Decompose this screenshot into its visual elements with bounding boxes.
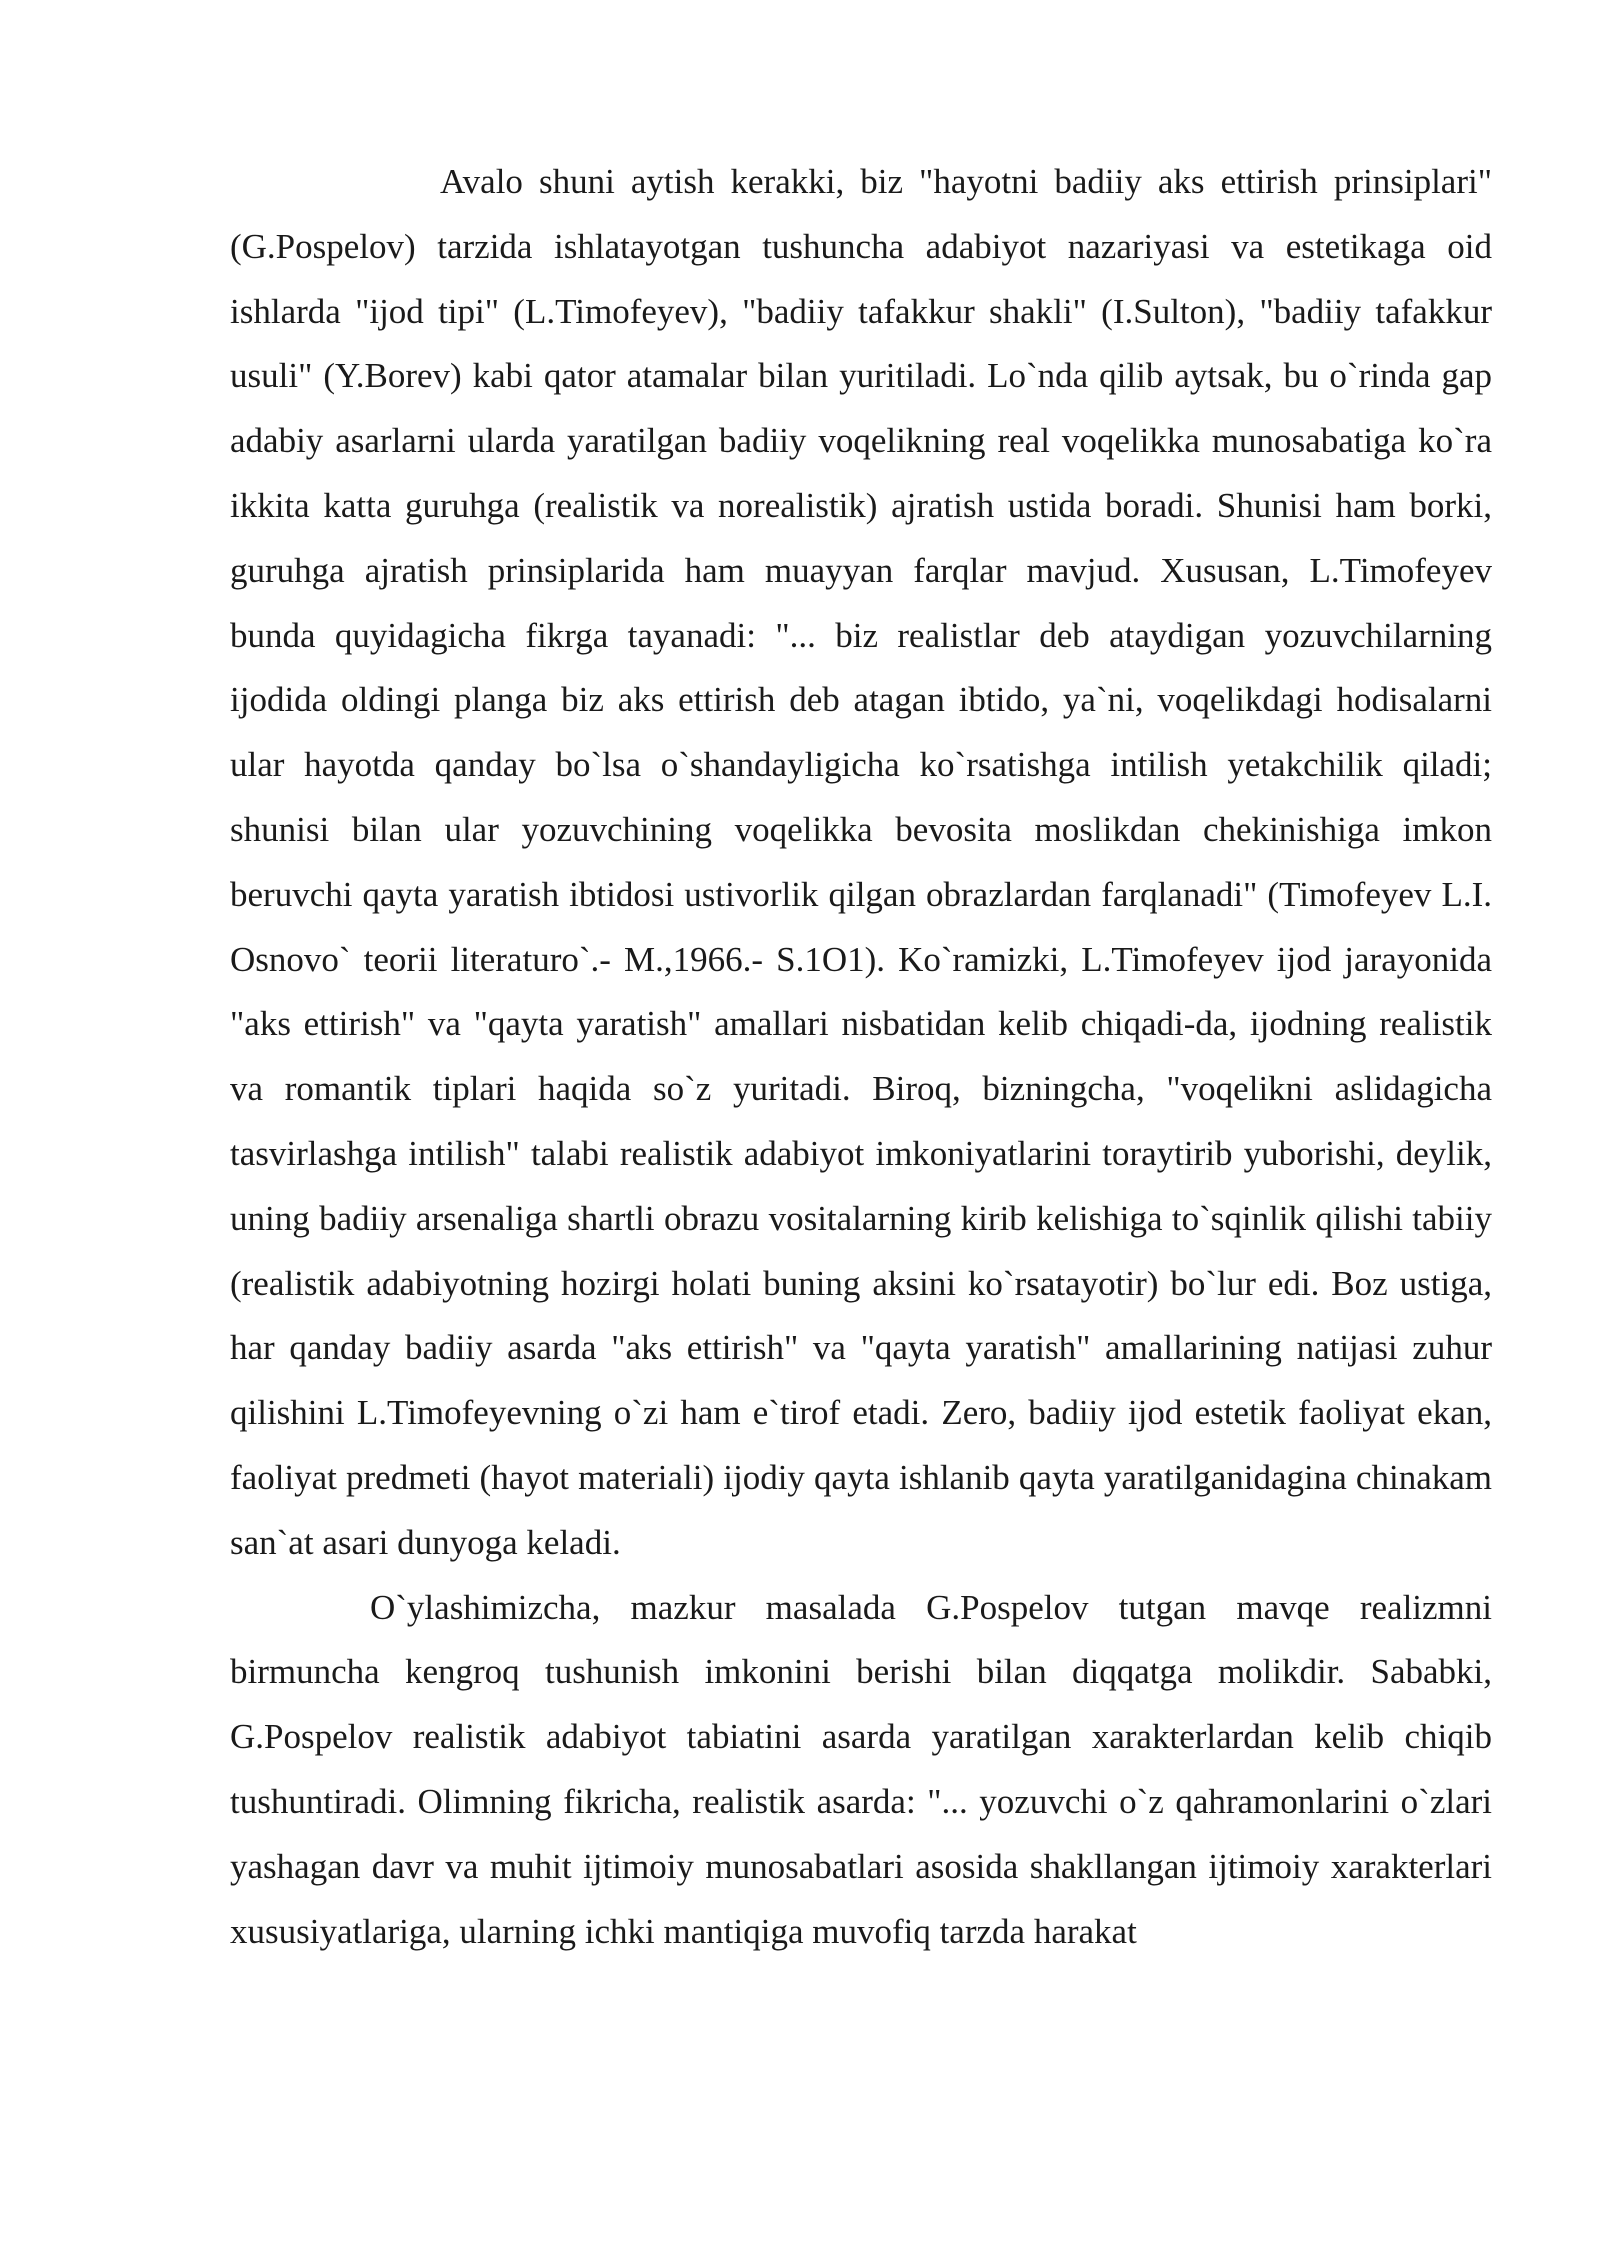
paragraph-1: Avalo shuni aytish kerakki, biz "hayotni badiiy aks ettirish prinsiplari"(G.Pospelov) tarzida ishlatayotgan tushuncha adabiyot nazariyasi va estetikaga oid ishlarda "ijod tipi" (L.Timofeyev), "badiiy tafakkur shakli" (I.Sulton), "badiiy tafakkur usuli" (Y.Borev) kabi qator atamalar bilan yuritiladi. Lo`nda qilib aytsak, bu o`rinda gap adabiy asarlarni ularda yaratilgan badiiy voqelikning real voqelikka munosabatiga ko`ra ikkita katta guruhga (realistik va norealistik) ajratish ustida boradi. Shunisi ham borki, guruhga ajratish prinsiplarida ham muayyan farqlar mavjud. Xususan, L.Timofeyev bunda quyidagicha fikrga tayanadi: "... biz realistlar deb ataydigan yozuvchilarning ijodida oldingi planga biz aks ettirish deb atagan ibtido, ya`ni, voqelikdagi hodisalarni ular hayotda qanday bo`lsa o`shandayligicha ko`rsatishga intilish yetakchilik qiladi; shunisi bilan ular yozuvchining voqelikka bevosita moslikdan chekinishiga imkon beruvchi qayta yaratish ibtidosi ustivorlik qilgan obrazlardan farqlanadi" (Timofeyev L.I. Osnovo` teorii literaturo`.- M.,1966.- S.1O1). Ko`ramizki, L.Timofeyev ijod jarayonida "aks ettirish" va "qayta yaratish" amallari nisbatidan kelib chiqadi-da, ijodning realistik va romantik tiplari haqida so`z yuritadi. Biroq, bizningcha, "voqelikni aslidagicha tasvirlashga intilish" talabi realistik adabiyot imkoniyatlarini toraytirib yuborishi, deylik, uning badiiy arsenaliga shartli obrazu vositalarning kirib kelishiga to`sqinlik qilishi tabiiy (realistik adabiyotning hozirgi holati buning aksini ko`rsatayotir) bo`lur edi. Boz ustiga, har qanday badiiy asarda "aks ettirish" va "qayta yaratish" amallarining natijasi zuhur qilishini L.Timofeyevning o`zi ham e`tirof etadi. Zero, badiiy ijod estetik faoliyat ekan, faoliyat predmeti (hayot materiali) ijodiy qayta ishlanib qayta yaratilganidagina chinakam san`at asari dunyoga keladi. — [230, 162, 1492, 1562]
paragraph-2: O`ylashimizcha, mazkur masalada G.Pospelov tutgan mavqe realizmni birmuncha kengroq tushunish imkonini berishi bilan diqqatga molikdir. Sababki, G.Pospelov realistik adabiyot tabiatini asarda yaratilgan xarakterlardan kelib chiqib tushuntiradi. Olimning fikricha, realistik asarda: "... yozuvchi o`z qahramonlarini o`zlari yashagan davr va muhit ijtimoiy munosabatlari asosida shakllangan ijtimoiy xarakterlari xususiyatlariga, ularning ichki mantiqiga muvofiq tarzda harakat — [230, 1587, 1492, 1951]
document-body — [230, 150, 1492, 1964]
